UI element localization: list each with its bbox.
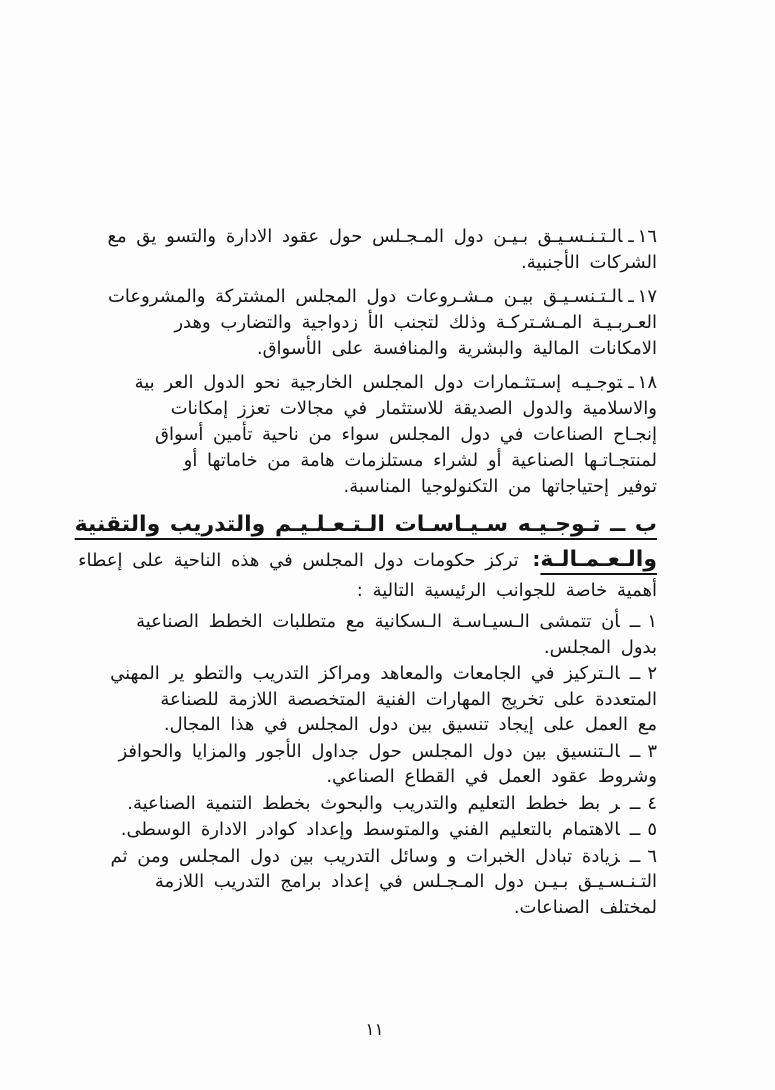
heading-title-text: ب ــ تـوجـيـه سـيـاسـات الـتـعـلـيـم والتدريب والتقنية — [74, 512, 657, 537]
list-item-16 — [107, 224, 657, 276]
heading-title-line — [74, 508, 657, 543]
item-line: والاسلامية والدول الصديقة للاستثمار في مجالات تعزز إمكانات — [170, 398, 657, 419]
item-dash: ــ — [629, 740, 641, 762]
item-line — [136, 609, 657, 635]
item-number: ١٦ — [637, 226, 657, 247]
item-line: التـنـسـيـق بـيـن دول المـجـلس في إعداد برامج التدريب اللازمة — [154, 871, 657, 892]
item-line: توفير إحتياجاتها من التكنولوجيا المناسبة. — [343, 476, 657, 497]
item-line: بدول المجلس. — [543, 636, 657, 658]
item-line: وشروط عقود العمل في القطاع الصناعي. — [326, 766, 657, 787]
item-line: إنجـاح الصناعات في دول المجلس سواء من ناحية تأمين أسواق — [154, 424, 657, 445]
item-line — [107, 284, 657, 310]
item-line — [134, 370, 657, 396]
item-line: العـربـيـة المـشـتركـة وذلك لتجنب الأ زدواجية والتضارب وهدر — [174, 312, 657, 333]
item-number: ٣ — [647, 740, 657, 762]
item-text: أن تتمشى الـسيـاسـة الـسكانية مع متطلبات الخطط الصناعية — [136, 611, 620, 632]
heading-keyword: والـعـمـالـة — [540, 547, 657, 572]
section-heading — [74, 508, 657, 605]
item-dash: ــ — [629, 819, 641, 840]
item-dash: ــ — [629, 611, 641, 632]
item-line — [110, 661, 657, 687]
list-item-6 — [110, 844, 657, 921]
list-item-4 — [127, 791, 657, 817]
item-number: ٦ — [647, 845, 657, 867]
item-text: الـتنسيق بين دول المجلس حول جداول الأجور والمزايا والحوافز — [118, 740, 620, 762]
list-item-17 — [107, 284, 657, 362]
item-dash: ـ — [628, 372, 634, 393]
item-text: زيادة تبادل الخبرات و وسائل التدريب بين دول المجلس ومن ثم — [110, 845, 620, 867]
heading-intro-line-2: أهمية خاصة للجوانب الرئيسية التالية : — [356, 580, 657, 601]
item-line: لمختلف الصناعات. — [513, 896, 657, 918]
heading-intro-text: تركز حكومات دول المجلس في هذه الناحية على إعطاء — [78, 550, 519, 571]
item-dash: ــ — [629, 663, 641, 684]
item-number: ٢ — [647, 663, 657, 684]
text-column — [74, 224, 657, 921]
item-dash: ـ — [628, 226, 634, 247]
list-item-5 — [120, 817, 657, 843]
item-number: ١٧ — [637, 286, 657, 307]
item-dash: ــ — [629, 792, 641, 814]
item-dash: ــ — [629, 845, 641, 867]
heading-colon: : — [532, 547, 541, 571]
item-text: توجـيـه إسـتثـمارات دول المجلس الخارجية نحو الدول العر بية — [134, 372, 623, 393]
item-line: المتعددة على تخريج المهارات الفنية المتخصصة اللازمة للصناعة — [160, 688, 657, 710]
item-number: ١٨ — [637, 372, 657, 393]
list-item-18 — [134, 370, 657, 500]
item-dash: ـ — [628, 286, 634, 307]
item-number: ١ — [647, 611, 657, 632]
numbered-list-bottom — [110, 609, 657, 920]
item-line — [120, 817, 657, 843]
item-text: الـتـنـسـيـق بـيـن دول المـجـلس حول عقود الادارة والتسو يق مع — [107, 226, 623, 247]
item-line: الشركات الأجنبية. — [521, 252, 657, 273]
item-line: لمنتجـاتـها الصناعية أو لشراء مستلزمات هامة من خاماتها أو — [183, 450, 657, 471]
item-text: ر بط خطط التعليم والتدريب والبحوث بخطط التنمية الصناعية. — [127, 792, 620, 814]
item-line — [107, 224, 657, 250]
item-line: الامكانات المالية والبشرية والمنافسة على الأسواق. — [256, 338, 657, 359]
page-number: ١١ — [365, 1020, 384, 1040]
item-line: مع العمل على إيجاد تنسيق بين دول المجلس في هذا المجال. — [163, 714, 657, 735]
numbered-list-top — [107, 224, 657, 500]
item-line — [127, 791, 657, 817]
item-number: ٤ — [647, 792, 657, 814]
item-line — [118, 739, 657, 765]
list-item-3 — [118, 739, 657, 790]
heading-intro-line — [78, 543, 657, 577]
list-item-1 — [136, 609, 657, 660]
item-text: الـتـنسـيـق بيـن مـشـروعات دول المجلس المشتركة والمشروعات — [107, 286, 623, 307]
item-number: ٥ — [647, 819, 657, 840]
list-item-2 — [110, 661, 657, 738]
item-line — [110, 844, 657, 870]
item-text: الاهتمام بالتعليم الفني والمتوسط وإعداد كوادر الادارة الوسطى. — [120, 819, 620, 840]
item-text: الـتركيز في الجامعات والمعاهد ومراكز التدريب والتطو ير المهني — [110, 663, 620, 684]
